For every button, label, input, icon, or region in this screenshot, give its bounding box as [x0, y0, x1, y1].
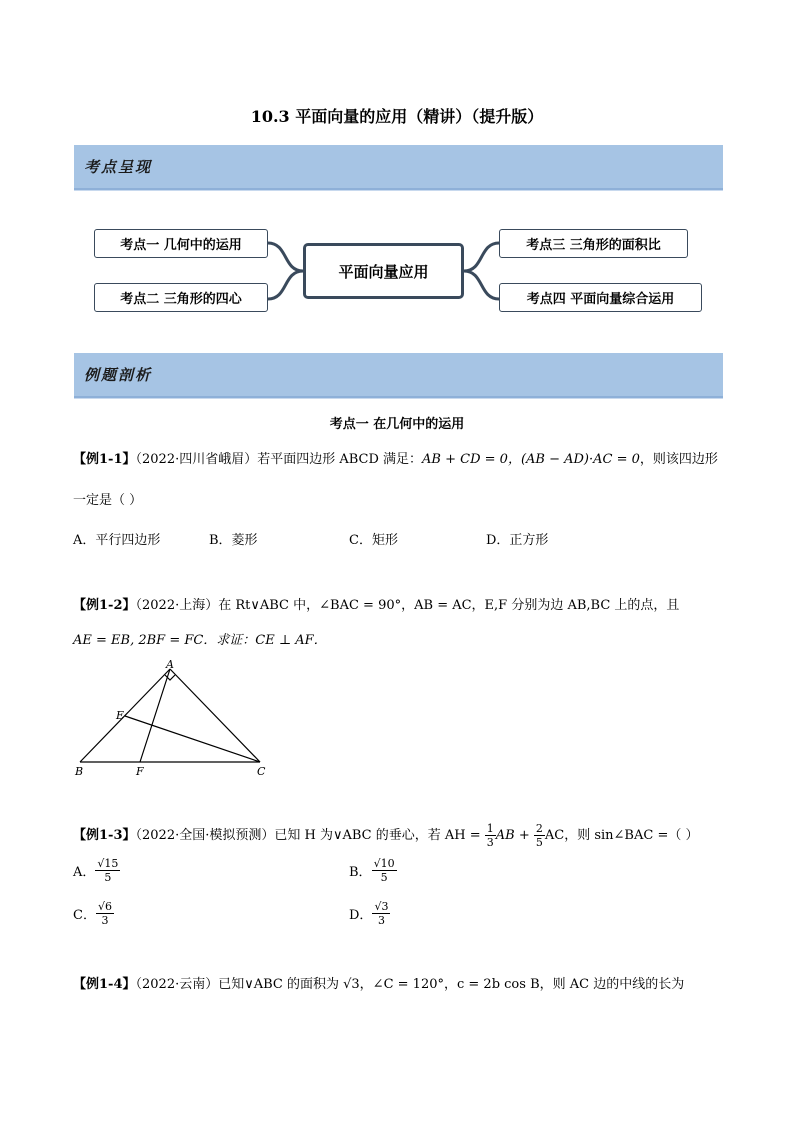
mindmap-node-point4: 考点四 平面向量综合运用	[499, 283, 702, 312]
example-1-1-line1	[73, 451, 718, 469]
point-label-f: F	[136, 765, 144, 778]
example-1-2-line1	[73, 597, 679, 615]
fraction-coef-2: $\frac{2}{5}$	[535, 822, 543, 849]
section-banner-examples	[74, 353, 723, 398]
vector-condition-2: ，(AB − AD)·AC = 0	[507, 452, 640, 467]
example-tag: 【例1-3】	[73, 828, 136, 843]
example-1-1-line2: 一定是（ ）	[73, 493, 143, 508]
option-d-fraction: $\frac{√3}{3}$	[374, 900, 389, 927]
mindmap-node-point2: 考点二 三角形的四心	[94, 283, 268, 312]
section-subtitle: 考点一 在几何中的运用	[329, 417, 465, 432]
example-1-4-line1	[73, 976, 684, 994]
section-banner-exam-points	[74, 145, 723, 190]
banner-label: 例题剖析	[84, 366, 153, 384]
example-1-3-line1	[73, 822, 698, 849]
option-c-fraction: $\frac{√6}{3}$	[97, 900, 112, 927]
option-b: B． $\frac{√10}{5}$	[349, 857, 395, 884]
example-source: （2022·上海）	[135, 598, 219, 613]
option-c: C．矩形	[349, 533, 398, 548]
banner-label: 考点呈现	[84, 158, 153, 176]
mindmap-node-point1: 考点一 几何中的运用	[94, 229, 268, 258]
example-tag: 【例1-1】	[73, 452, 136, 467]
vector-ab: AB +	[495, 828, 530, 843]
vertex-label-b: B	[75, 765, 84, 778]
example-source: （2022·云南）	[135, 977, 219, 992]
fraction-coef-1: $\frac{1}{3}$	[486, 822, 494, 849]
example-source: （2022·四川省峨眉）	[135, 452, 258, 467]
option-a: A． $\frac{√15}{5}$	[73, 857, 119, 884]
example-tag: 【例1-4】	[73, 977, 136, 992]
example-stem: 在 Rt∨ABC 中，∠BAC = 90°，AB = AC，E,F 分别为边 AB,BC 上的点，且	[218, 598, 680, 613]
example-source: （2022·全国·模拟预测）	[135, 828, 275, 843]
point-label-e: E	[116, 709, 125, 722]
example-1-2-line2: AE = EB, 2BF = FC．求证：CE ⊥ AF．	[73, 633, 327, 648]
page-title: 10.3 平面向量的应用（精讲）（提升版）	[250, 107, 544, 126]
triangle-figure	[70, 655, 280, 780]
example-tail: AC，则 sin∠BAC =（ ）	[544, 828, 699, 843]
vector-condition-1: AB + CD = 0	[422, 452, 508, 467]
example-tail: ，则该四边形	[639, 452, 718, 467]
mindmap-node-point3: 考点三 三角形的面积比	[499, 229, 688, 258]
option-a-fraction: $\frac{√15}{5}$	[97, 857, 119, 884]
vertex-label-a: A	[166, 658, 174, 671]
option-a: A．平行四边形	[73, 533, 161, 548]
option-b: B．菱形	[209, 533, 258, 548]
mindmap-center-node: 平面向量应用	[303, 243, 464, 299]
example-stem: 若平面四边形 ABCD 满足：	[257, 452, 423, 467]
example-tag: 【例1-2】	[73, 598, 136, 613]
option-c: C． $\frac{√6}{3}$	[73, 900, 112, 927]
option-d: D．正方形	[486, 533, 549, 548]
option-b-fraction: $\frac{√10}{5}$	[373, 857, 395, 884]
example-stem: 已知∨ABC 的面积为 √3，∠C = 120°，c = 2b cos B，则 AC 边的中线的长为	[218, 977, 685, 992]
example-stem: 已知 H 为∨ABC 的垂心，若 AH =	[274, 828, 481, 843]
vertex-label-c: C	[257, 765, 266, 778]
option-d: D． $\frac{√3}{3}$	[349, 900, 389, 927]
